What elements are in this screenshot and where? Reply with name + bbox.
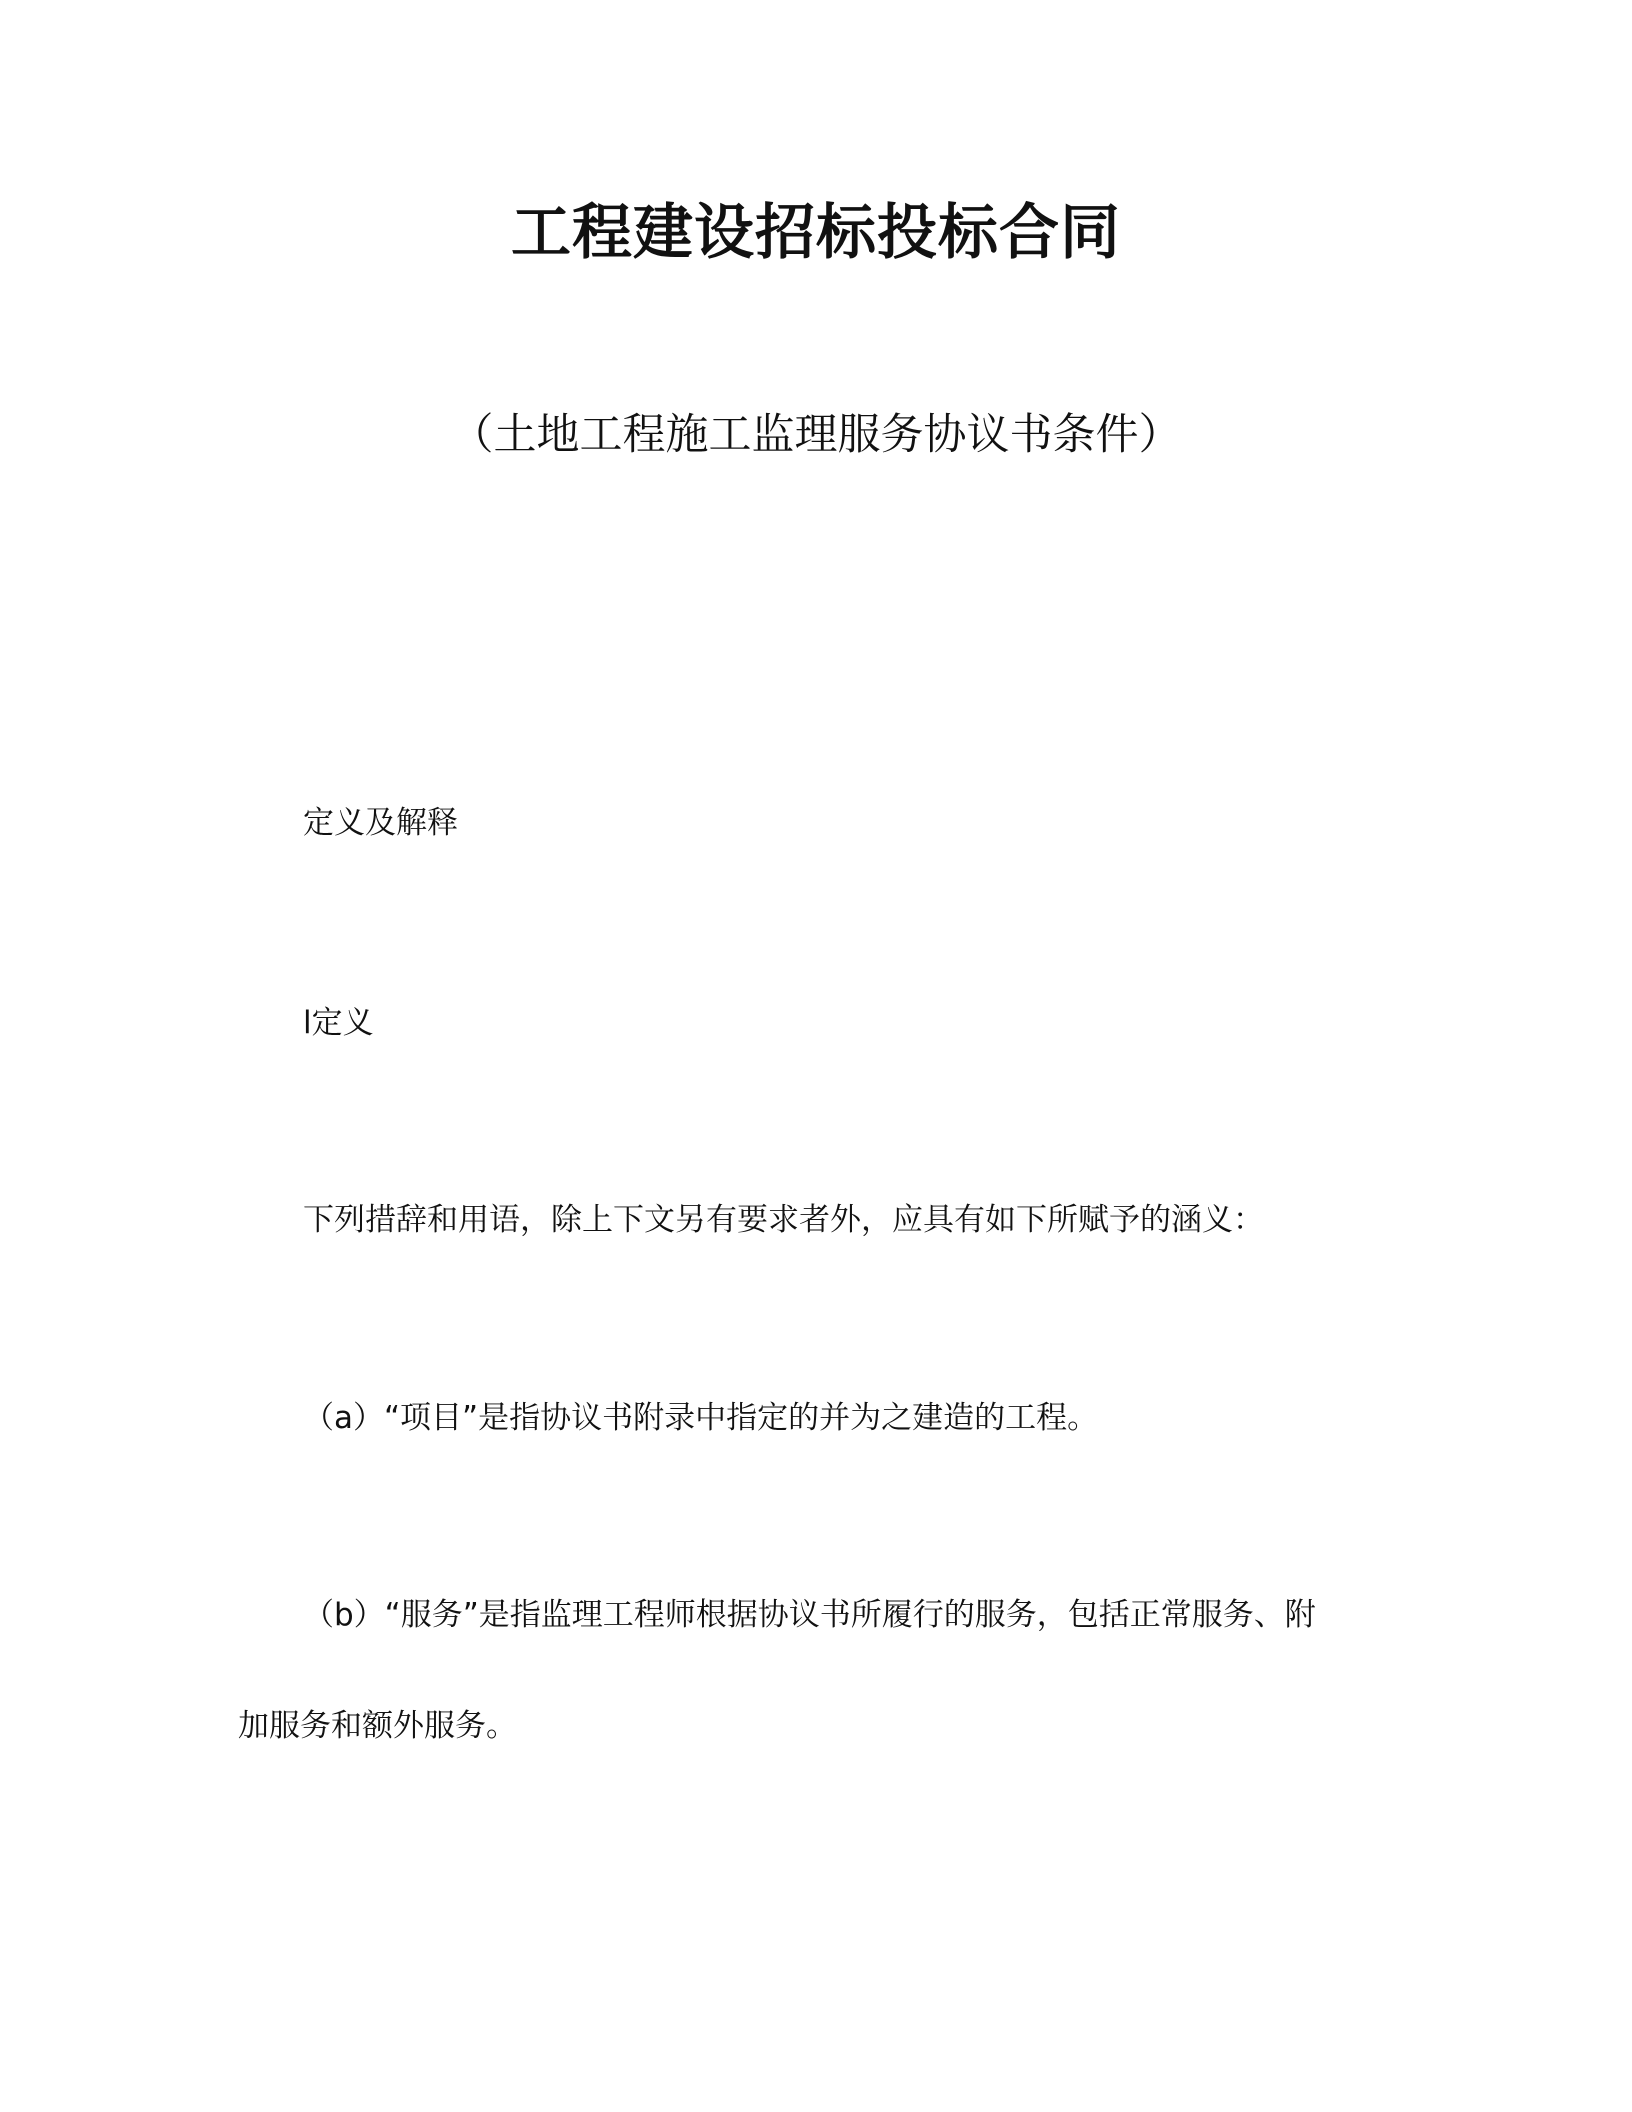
definition-item-a: （a）“项目”是指协议书附录中指定的并为之建造的工程。 (303, 1400, 1099, 1436)
section-heading: 定义及解释 (303, 805, 458, 841)
document-subtitle: （土地工程施工监理服务协议书条件） (450, 410, 1182, 460)
subsection-heading: l定义 (303, 1005, 374, 1041)
intro-paragraph: 下列措辞和用语，除上下文另有要求者外，应具有如下所赋予的涵义： (303, 1202, 1264, 1238)
definition-item-b-line-2: 加服务和额外服务。 (238, 1708, 517, 1744)
definition-item-b-line-1: （b）“服务”是指监理工程师根据协议书所履行的服务，包括正常服务、附 (303, 1597, 1316, 1633)
document-title: 工程建设招标投标合同 (511, 198, 1121, 268)
